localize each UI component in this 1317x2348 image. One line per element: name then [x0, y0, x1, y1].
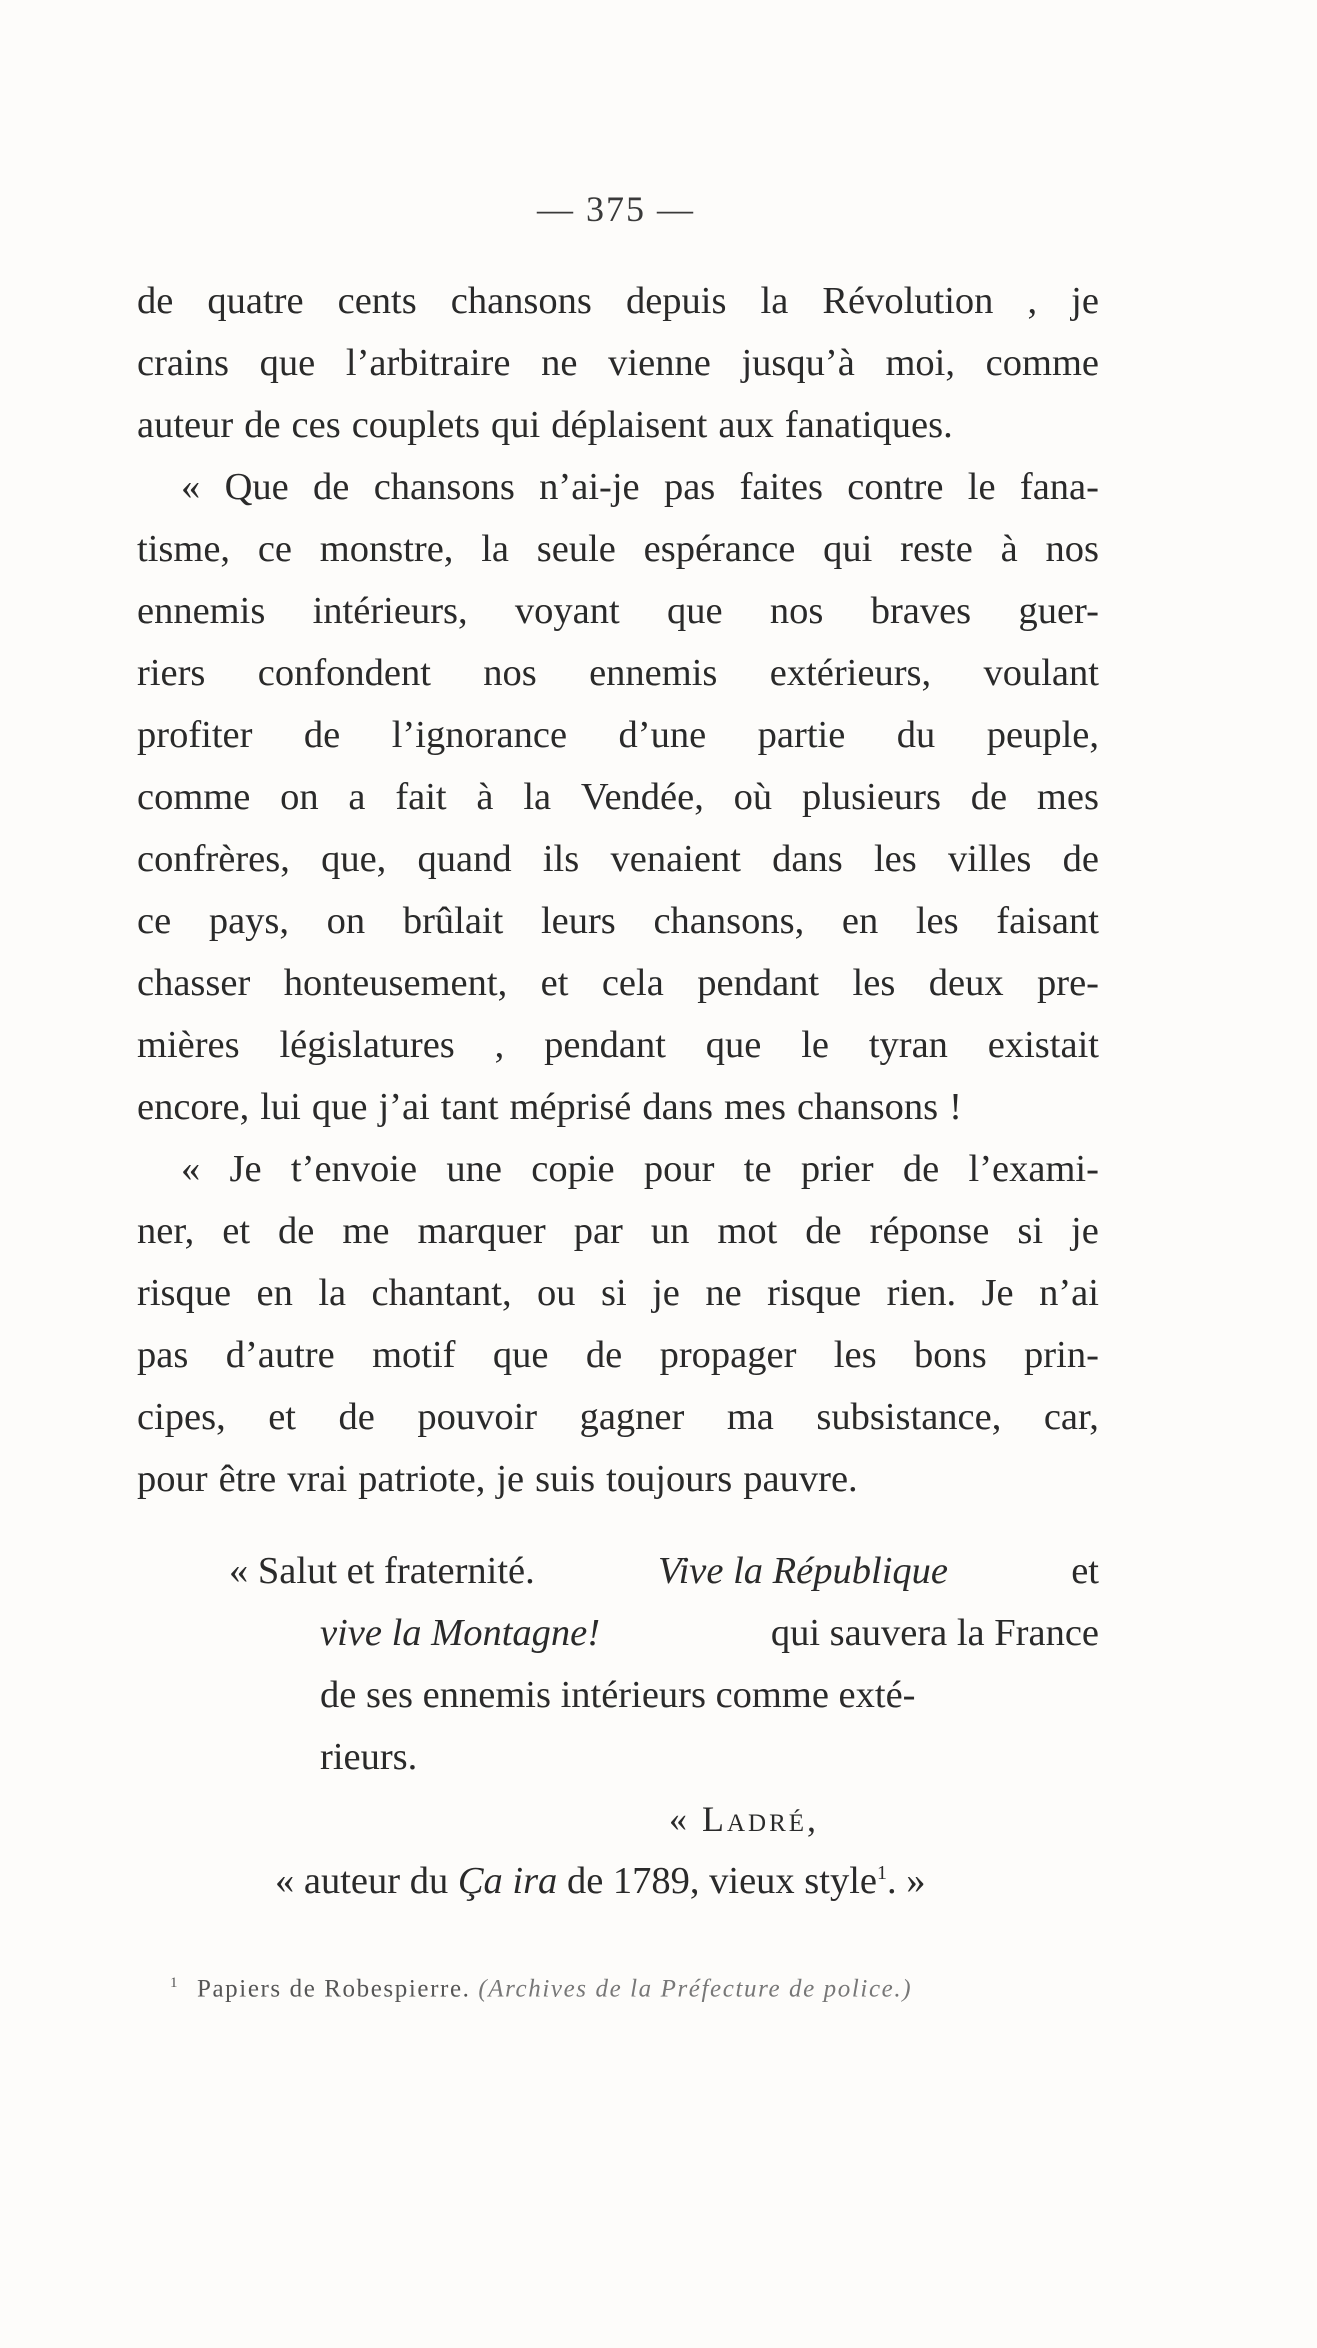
closing-text: de 1789, vieux style [566, 1860, 878, 1902]
footnote-source: (Archives de la Préfecture de police.) [478, 1975, 913, 2003]
closing-text: et [1071, 1550, 1099, 1592]
text-line: cipes, et de pouvoir gagner ma subsistance, car, [137, 1396, 1099, 1438]
closing-line [137, 1664, 1099, 1726]
text-line: « Je t’envoie une copie pour te prier de l’exami- [181, 1148, 1099, 1190]
text-line: crains que l’arbitraire ne vienne jusqu’à moi, comme [137, 342, 1099, 384]
text-line: tisme, ce monstre, la seule espérance qui reste à nos [137, 528, 1099, 570]
footnote-text: Papiers de Robespierre. [196, 1975, 471, 2003]
text-line: pour être vrai patriote, je suis toujours pauvre. [137, 1458, 858, 1500]
text-line: ennemis intérieurs, voyant que nos braves guer- [137, 590, 1099, 632]
text-line: pas d’autre motif que de propager les bons prin- [137, 1334, 1099, 1376]
closing-text: « Salut et fraternité. [229, 1550, 535, 1592]
closing-line [137, 1602, 1099, 1664]
page-number: — 375 — [537, 189, 695, 229]
text-line: comme on a fait à la Vendée, où plusieurs de mes [137, 776, 1099, 818]
signature-open-quote: « [669, 1799, 690, 1839]
signature [137, 1788, 1099, 1850]
text-line: risque en la chantant, ou si je ne risque rien. Je n’ai [137, 1272, 1099, 1314]
closing-italic: Vive la République [657, 1550, 949, 1592]
signature-name: Ladré [702, 1799, 808, 1839]
text-line: encore, lui que j’ai tant méprisé dans mes chansons ! [137, 1086, 962, 1128]
signature-comma: , [807, 1799, 820, 1839]
text-line: ce pays, on brûlait leurs chansons, en les faisant [137, 900, 1099, 942]
text-line: chasser honteusement, et cela pendant les deux pre- [137, 962, 1099, 1004]
text-line: riers confondent nos ennemis extérieurs, voulant [137, 652, 1099, 694]
footnote-reference: 1 [877, 1862, 888, 1885]
closing-text: « auteur du [275, 1860, 449, 1902]
closing-italic: vive la Montagne! [320, 1612, 601, 1654]
text-line: auteur de ces couplets qui déplaisent aux fanatiques. [137, 404, 953, 446]
paragraph [137, 270, 1099, 456]
closing-text: de ses ennemis intérieurs comme exté- [320, 1674, 916, 1716]
letter-closing [137, 1540, 1099, 1912]
closing-text: qui sauvera la France [770, 1612, 1099, 1654]
closing-line [137, 1540, 1099, 1602]
text-line: mières législatures , pendant que le tyran existait [137, 1024, 1099, 1066]
footnote [170, 1975, 1130, 2003]
body-text [137, 270, 1099, 1510]
closing-text: rieurs. [320, 1736, 418, 1778]
closing-italic: Ça ira [457, 1860, 558, 1902]
text-line: ner, et de me marquer par un mot de réponse si je [137, 1210, 1099, 1252]
closing-line [137, 1850, 1099, 1912]
footnote-mark: 1 [170, 1975, 180, 1991]
closing-line [137, 1726, 1099, 1788]
paragraph [137, 1138, 1099, 1510]
text-line: de quatre cents chansons depuis la Révolution , je [137, 280, 1099, 322]
paragraph [137, 456, 1099, 1138]
text-line: confrères, que, quand ils venaient dans les villes de [137, 838, 1099, 880]
text-line: profiter de l’ignorance d’une partie du peuple, [137, 714, 1099, 756]
closing-text: . » [887, 1860, 926, 1902]
text-line: « Que de chansons n’ai-je pas faites contre le fana- [181, 466, 1099, 508]
